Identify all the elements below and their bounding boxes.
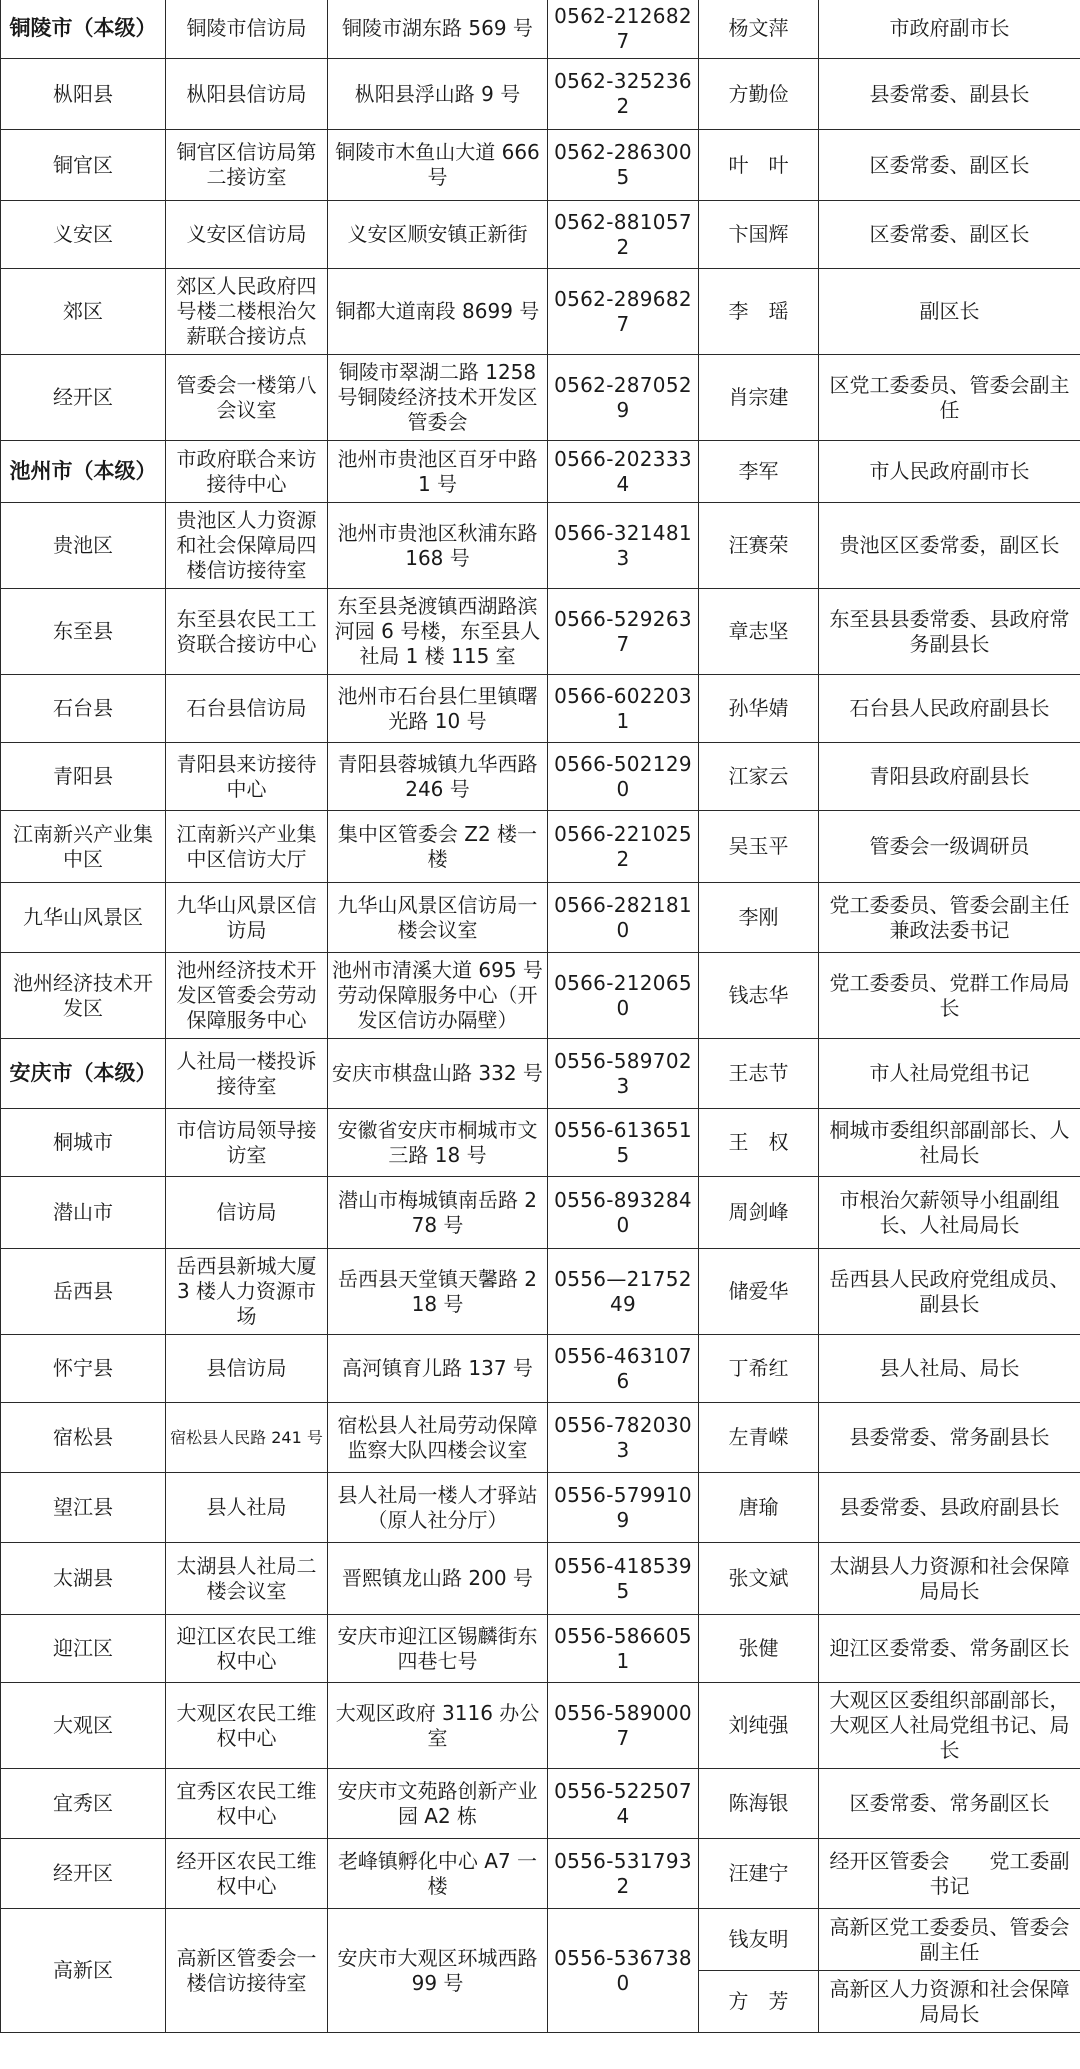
address-cell: 铜都大道南段 8699 号 [328, 269, 548, 355]
title-cell: 市政府副市长 [819, 0, 1080, 59]
place-cell: 石台县信访局 [166, 675, 328, 743]
name-cell: 刘纯强 [699, 1683, 819, 1769]
table-row [1, 441, 1080, 503]
phone-cell: 0556-5317932 [548, 1839, 699, 1909]
name-cell: 储爱华 [699, 1249, 819, 1335]
address-cell: 铜陵市湖东路 569 号 [328, 0, 548, 59]
place-cell: 信访局 [166, 1177, 328, 1249]
title-cell: 石台县人民政府副县长 [819, 675, 1080, 743]
title-cell: 青阳县政府副县长 [819, 743, 1080, 811]
address-cell: 铜陵市翠湖二路 1258 号铜陵经济技术开发区管委会 [328, 355, 548, 441]
region-cell: 经开区 [1, 1839, 166, 1909]
phone-cell: 0556—2175249 [548, 1249, 699, 1335]
table-row [1, 503, 1080, 589]
place-cell: 市信访局领导接访室 [166, 1109, 328, 1177]
address-cell: 安庆市文苑路创新产业园 A2 栋 [328, 1769, 548, 1839]
place-cell: 县信访局 [166, 1335, 328, 1403]
place-cell: 管委会一楼第八会议室 [166, 355, 328, 441]
table-body [1, 0, 1080, 2033]
address-cell: 安庆市大观区环城西路 99 号 [328, 1909, 548, 2033]
name-cell: 江家云 [699, 743, 819, 811]
region-cell: 经开区 [1, 355, 166, 441]
place-cell: 宜秀区农民工维权中心 [166, 1769, 328, 1839]
region-cell: 高新区 [1, 1909, 166, 2033]
region-cell: 岳西县 [1, 1249, 166, 1335]
place-cell: 江南新兴产业集中区信访大厅 [166, 811, 328, 883]
phone-cell: 0566-2210252 [548, 811, 699, 883]
name-cell: 章志坚 [699, 589, 819, 675]
table-row [1, 1683, 1080, 1769]
name-cell: 杨文萍 [699, 0, 819, 59]
table-row [1, 811, 1080, 883]
place-cell: 经开区农民工维权中心 [166, 1839, 328, 1909]
region-cell: 义安区 [1, 201, 166, 269]
address-cell: 县人社局一楼人才驿站（原人社分厅） [328, 1473, 548, 1543]
table-row [1, 1769, 1080, 1839]
phone-cell: 0566-2120650 [548, 953, 699, 1039]
phone-cell: 0556-4185395 [548, 1543, 699, 1615]
place-cell: 宿松县人民路 241 号 [166, 1403, 328, 1473]
place-cell: 东至县农民工工资联合接访中心 [166, 589, 328, 675]
place-cell: 岳西县新城大厦 3 楼人力资源市场 [166, 1249, 328, 1335]
region-cell: 太湖县 [1, 1543, 166, 1615]
address-cell: 东至县尧渡镇西湖路滨河园 6 号楼，东至县人社局 1 楼 115 室 [328, 589, 548, 675]
region-cell: 铜陵市（本级） [1, 0, 166, 59]
region-cell: 安庆市（本级） [1, 1039, 166, 1109]
title-cell: 县委常委、常务副县长 [819, 1403, 1080, 1473]
table-row [1, 883, 1080, 953]
table-row [1, 1177, 1080, 1249]
title-cell: 高新区党工委委员、管委会副主任 [819, 1909, 1080, 1971]
table-row [1, 59, 1080, 130]
place-cell: 贵池区人力资源和社会保障局四楼信访接待室 [166, 503, 328, 589]
address-cell: 池州市石台县仁里镇曙光路 10 号 [328, 675, 548, 743]
address-cell: 晋熙镇龙山路 200 号 [328, 1543, 548, 1615]
region-cell: 枞阳县 [1, 59, 166, 130]
name-cell: 唐瑜 [699, 1473, 819, 1543]
title-cell: 大观区区委组织部副部长，大观区人社局党组书记、局长 [819, 1683, 1080, 1769]
table-row [1, 269, 1080, 355]
region-cell: 池州经济技术开发区 [1, 953, 166, 1039]
name-cell: 钱志华 [699, 953, 819, 1039]
address-cell: 义安区顺安镇正新街 [328, 201, 548, 269]
region-cell: 宿松县 [1, 1403, 166, 1473]
address-cell: 安徽省安庆市桐城市文三路 18 号 [328, 1109, 548, 1177]
region-cell: 迎江区 [1, 1615, 166, 1683]
name-cell: 王志节 [699, 1039, 819, 1109]
phone-cell: 0566-5021290 [548, 743, 699, 811]
phone-cell: 0556-7820303 [548, 1403, 699, 1473]
name-cell: 方 芳 [699, 1971, 819, 2033]
name-cell: 左青嵘 [699, 1403, 819, 1473]
title-cell: 副区长 [819, 269, 1080, 355]
name-cell: 汪建宁 [699, 1839, 819, 1909]
title-cell: 市根治欠薪领导小组副组长、人社局局长 [819, 1177, 1080, 1249]
phone-cell: 0556-5890007 [548, 1683, 699, 1769]
phone-cell: 0556-5897023 [548, 1039, 699, 1109]
address-cell: 枞阳县浮山路 9 号 [328, 59, 548, 130]
name-cell: 吴玉平 [699, 811, 819, 883]
address-cell: 潜山市梅城镇南岳路 278 号 [328, 1177, 548, 1249]
name-cell: 李 瑶 [699, 269, 819, 355]
name-cell: 张健 [699, 1615, 819, 1683]
phone-cell: 0556-5799109 [548, 1473, 699, 1543]
phone-cell: 0556-5866051 [548, 1615, 699, 1683]
region-cell: 潜山市 [1, 1177, 166, 1249]
phone-cell: 0566-2023334 [548, 441, 699, 503]
phone-cell: 0566-2821810 [548, 883, 699, 953]
table-row [1, 1403, 1080, 1473]
name-cell: 王 权 [699, 1109, 819, 1177]
address-cell: 九华山风景区信访局一楼会议室 [328, 883, 548, 953]
table-row [1, 1909, 1080, 1971]
address-cell: 大观区政府 3116 办公室 [328, 1683, 548, 1769]
title-cell: 贵池区区委常委，副区长 [819, 503, 1080, 589]
title-cell: 管委会一级调研员 [819, 811, 1080, 883]
region-cell: 九华山风景区 [1, 883, 166, 953]
title-cell: 岳西县人民政府党组成员、副县长 [819, 1249, 1080, 1335]
address-cell: 池州市贵池区百牙中路 1 号 [328, 441, 548, 503]
name-cell: 张文斌 [699, 1543, 819, 1615]
phone-cell: 0566-3214813 [548, 503, 699, 589]
name-cell: 陈海银 [699, 1769, 819, 1839]
title-cell: 高新区人力资源和社会保障局局长 [819, 1971, 1080, 2033]
name-cell: 丁希红 [699, 1335, 819, 1403]
phone-cell: 0562-2870529 [548, 355, 699, 441]
title-cell: 市人社局党组书记 [819, 1039, 1080, 1109]
phone-cell: 0556-4631076 [548, 1335, 699, 1403]
address-cell: 集中区管委会 Z2 楼一楼 [328, 811, 548, 883]
phone-cell: 0562-2896827 [548, 269, 699, 355]
name-cell: 叶 叶 [699, 130, 819, 201]
title-cell: 经开区管委会 党工委副书记 [819, 1839, 1080, 1909]
address-cell: 老峰镇孵化中心 A7 一楼 [328, 1839, 548, 1909]
phone-cell: 0562-2863005 [548, 130, 699, 201]
table-row [1, 1473, 1080, 1543]
place-cell: 铜官区信访局第二接访室 [166, 130, 328, 201]
name-cell: 肖宗建 [699, 355, 819, 441]
table-row [1, 675, 1080, 743]
place-cell: 青阳县来访接待中心 [166, 743, 328, 811]
region-cell: 大观区 [1, 1683, 166, 1769]
title-cell: 区党工委委员、管委会副主任 [819, 355, 1080, 441]
place-cell: 义安区信访局 [166, 201, 328, 269]
title-cell: 区委常委、副区长 [819, 201, 1080, 269]
place-cell: 大观区农民工维权中心 [166, 1683, 328, 1769]
title-cell: 区委常委、常务副区长 [819, 1769, 1080, 1839]
place-cell: 郊区人民政府四号楼二楼根治欠薪联合接访点 [166, 269, 328, 355]
phone-cell: 0562-2126827 [548, 0, 699, 59]
name-cell: 孙华婧 [699, 675, 819, 743]
name-cell: 汪赛荣 [699, 503, 819, 589]
address-cell: 铜陵市木鱼山大道 666 号 [328, 130, 548, 201]
region-cell: 宜秀区 [1, 1769, 166, 1839]
title-cell: 区委常委、副区长 [819, 130, 1080, 201]
place-cell: 太湖县人社局二楼会议室 [166, 1543, 328, 1615]
address-cell: 高河镇育儿路 137 号 [328, 1335, 548, 1403]
region-cell: 江南新兴产业集中区 [1, 811, 166, 883]
region-cell: 东至县 [1, 589, 166, 675]
title-cell: 党工委委员、管委会副主任兼政法委书记 [819, 883, 1080, 953]
table-row [1, 953, 1080, 1039]
table-row [1, 0, 1080, 59]
place-cell: 铜陵市信访局 [166, 0, 328, 59]
name-cell: 李军 [699, 441, 819, 503]
region-cell: 贵池区 [1, 503, 166, 589]
phone-cell: 0562-8810572 [548, 201, 699, 269]
place-cell: 人社局一楼投诉接待室 [166, 1039, 328, 1109]
region-cell: 桐城市 [1, 1109, 166, 1177]
phone-cell: 0556-5367380 [548, 1909, 699, 2033]
table-row [1, 1335, 1080, 1403]
title-cell: 东至县县委常委、县政府常务副县长 [819, 589, 1080, 675]
phone-cell: 0556-6136515 [548, 1109, 699, 1177]
address-cell: 池州市贵池区秋浦东路 168 号 [328, 503, 548, 589]
title-cell: 县委常委、副县长 [819, 59, 1080, 130]
title-cell: 桐城市委组织部副部长、人社局长 [819, 1109, 1080, 1177]
address-cell: 岳西县天堂镇天馨路 218 号 [328, 1249, 548, 1335]
name-cell: 钱友明 [699, 1909, 819, 1971]
address-cell: 安庆市迎江区锡麟街东四巷七号 [328, 1615, 548, 1683]
region-cell: 望江县 [1, 1473, 166, 1543]
phone-cell: 0566-6022031 [548, 675, 699, 743]
region-cell: 怀宁县 [1, 1335, 166, 1403]
place-cell: 枞阳县信访局 [166, 59, 328, 130]
place-cell: 迎江区农民工维权中心 [166, 1615, 328, 1683]
table-row [1, 1839, 1080, 1909]
table-row [1, 1039, 1080, 1109]
table-row [1, 355, 1080, 441]
title-cell: 县人社局、局长 [819, 1335, 1080, 1403]
table-row [1, 1109, 1080, 1177]
title-cell: 市人民政府副市长 [819, 441, 1080, 503]
name-cell: 周剑峰 [699, 1177, 819, 1249]
phone-cell: 0556-5225074 [548, 1769, 699, 1839]
table-row [1, 1543, 1080, 1615]
region-cell: 铜官区 [1, 130, 166, 201]
region-cell: 石台县 [1, 675, 166, 743]
region-cell: 青阳县 [1, 743, 166, 811]
phone-cell: 0562-3252362 [548, 59, 699, 130]
region-cell: 郊区 [1, 269, 166, 355]
phone-cell: 0566-5292637 [548, 589, 699, 675]
table-row [1, 589, 1080, 675]
name-cell: 卞国辉 [699, 201, 819, 269]
title-cell: 县委常委、县政府副县长 [819, 1473, 1080, 1543]
table-row [1, 743, 1080, 811]
title-cell: 迎江区委常委、常务副区长 [819, 1615, 1080, 1683]
place-cell: 市政府联合来访接待中心 [166, 441, 328, 503]
address-cell: 安庆市棋盘山路 332 号 [328, 1039, 548, 1109]
title-cell: 党工委委员、党群工作局局长 [819, 953, 1080, 1039]
address-cell: 池州市清溪大道 695 号劳动保障服务中心（开发区信访办隔壁） [328, 953, 548, 1039]
place-cell: 池州经济技术开发区管委会劳动保障服务中心 [166, 953, 328, 1039]
name-cell: 李刚 [699, 883, 819, 953]
place-cell: 九华山风景区信访局 [166, 883, 328, 953]
name-cell: 方勤俭 [699, 59, 819, 130]
phone-cell: 0556-8932840 [548, 1177, 699, 1249]
place-cell: 高新区管委会一楼信访接待室 [166, 1909, 328, 2033]
place-cell: 县人社局 [166, 1473, 328, 1543]
table-row [1, 1615, 1080, 1683]
title-cell: 太湖县人力资源和社会保障局局长 [819, 1543, 1080, 1615]
table-row [1, 1249, 1080, 1335]
address-cell: 宿松县人社局劳动保障监察大队四楼会议室 [328, 1403, 548, 1473]
table-row [1, 201, 1080, 269]
region-cell: 池州市（本级） [1, 441, 166, 503]
table-row [1, 130, 1080, 201]
address-cell: 青阳县蓉城镇九华西路 246 号 [328, 743, 548, 811]
